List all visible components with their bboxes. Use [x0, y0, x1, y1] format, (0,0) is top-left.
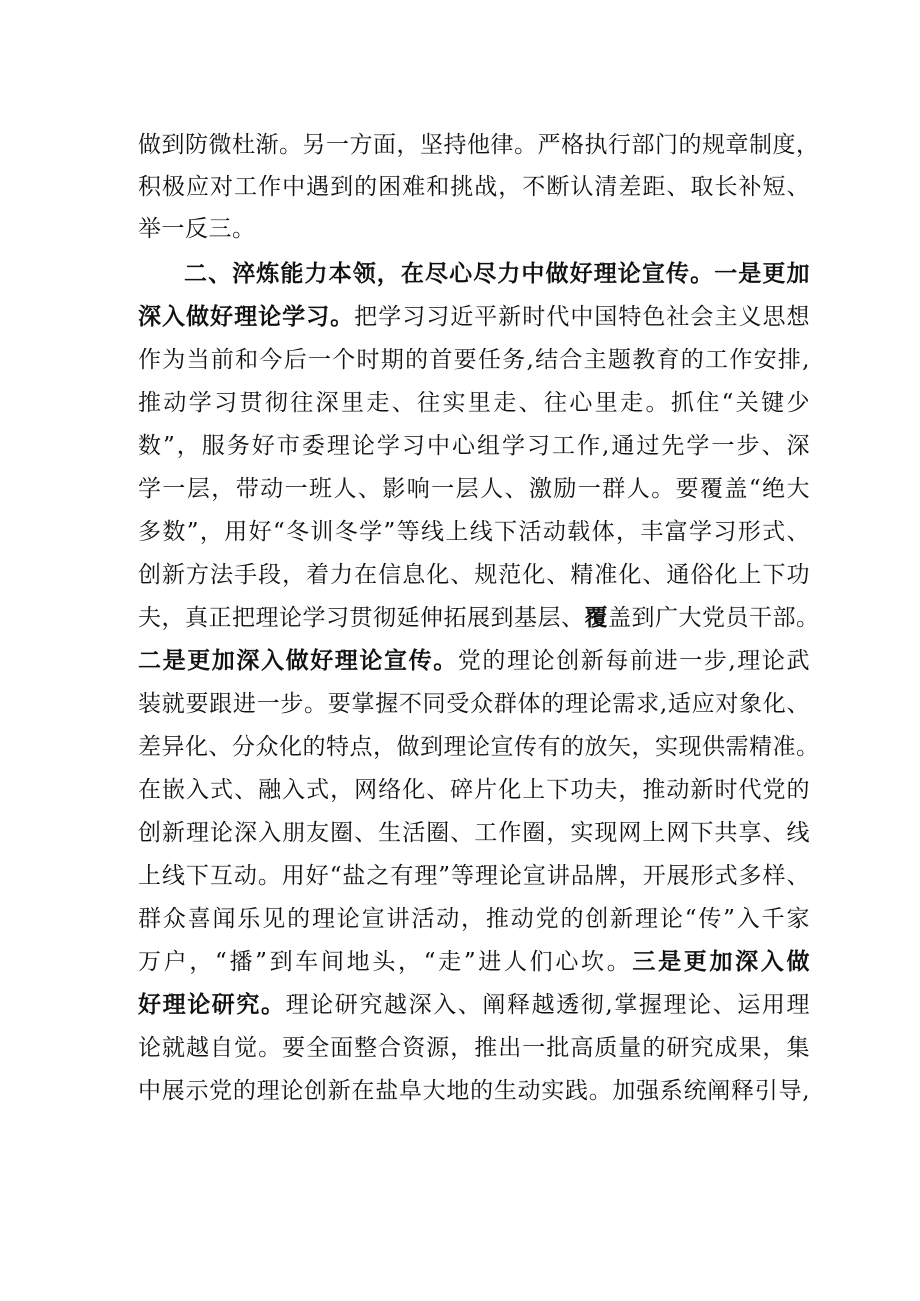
text-line-12 [138, 598, 820, 638]
subheading-3-cont: 好理论研究。 [138, 991, 286, 1018]
text-segment-bold: 覆 [584, 604, 608, 631]
text-segment: 党的理论创新每前进一步,理论武 [457, 648, 811, 674]
subheading-1: 深入做好理论学习。 [138, 303, 355, 330]
text-segment: 把学习习近平新时代中国特色社会主义思想 [354, 304, 811, 330]
text-line-9 [138, 469, 810, 509]
section-heading-line [184, 254, 810, 294]
text-line-10 [138, 512, 810, 552]
text-segment: 举一反三。 [138, 216, 256, 242]
text-line-22 [138, 1028, 810, 1068]
text-line-19 [138, 899, 810, 939]
text-line-2 [138, 167, 810, 207]
text-segment: 群众喜闻乐见的理论宣讲活动，推动党的创新理论“传”入千家 [138, 906, 810, 932]
text-line-7 [138, 383, 810, 423]
text-segment: 差异化、分众化的特点，做到理论宣传有的放矢，实现供需精准。 [138, 734, 820, 760]
text-segment: 多数”，用好“冬训冬学”等线上线下活动载体，丰富学习形式、 [138, 519, 810, 545]
text-segment: 学一层，带动一班人、影响一层人、激励一群人。要覆盖“绝大 [138, 476, 810, 502]
text-segment: 创新理论深入朋友圈、生活圈、工作圈，实现网上网下共享、线 [138, 820, 810, 846]
text-segment: 创新方法手段，着力在信息化、规范化、精准化、通俗化上下功 [138, 562, 810, 588]
text-line-1 [138, 125, 820, 165]
subheading-2: 二是更加深入做好理论宣传。 [138, 647, 458, 674]
text-line-8 [138, 426, 810, 466]
text-segment: 夫，真正把理论学习贯彻延伸拓展到基层、 [138, 605, 585, 631]
text-segment: 装就要跟进一步。要掌握不同受众群体的理论需求,适应对象化、 [138, 691, 810, 717]
text-line-15 [138, 727, 820, 767]
text-line-6 [138, 340, 810, 380]
text-segment: 做到防微杜渐。另一方面，坚持他律。严格执行部门的规章制度， [138, 132, 820, 158]
text-segment: 论就越自觉。要全面整合资源，推出一批高质量的研究成果，集 [138, 1035, 810, 1061]
text-segment: 推动学习贯彻往深里走、往实里走、往心里走。抓住“关键少 [138, 390, 810, 416]
text-line-3 [138, 209, 810, 249]
subheading-3: 三是更加深入做 [632, 948, 810, 975]
section-heading: 二、淬炼能力本领，在尽心尽力中做好理论宣传。一是更加 [184, 260, 810, 287]
text-segment: 数”，服务好市委理论学习中心组学习工作,通过先学一步、深 [138, 433, 810, 459]
text-segment: 积极应对工作中遇到的困难和挑战，不断认清差距、取长补短、 [138, 174, 810, 200]
text-line-11 [138, 555, 810, 595]
text-segment: 在嵌入式、融入式，网络化、碎片化上下功夫，推动新时代党的 [138, 777, 810, 803]
text-line-20 [138, 942, 810, 982]
text-line-5 [138, 297, 810, 337]
text-line-14 [138, 684, 810, 724]
text-line-23 [138, 1071, 810, 1111]
text-line-18 [138, 856, 810, 896]
text-line-17 [138, 813, 810, 853]
text-segment: 万户，“播”到车间地头，“走”进人们心坎。 [138, 949, 633, 975]
text-segment: 作为当前和今后一个时期的首要任务,结合主题教育的工作安排, [138, 347, 810, 373]
text-line-21 [138, 985, 810, 1025]
text-line-16 [138, 770, 810, 810]
text-segment: 理论研究越深入、阐释越透彻,掌握理论、运用理 [285, 992, 811, 1018]
text-segment: 盖到广大党员干部。 [608, 605, 820, 631]
text-segment: 中展示党的理论创新在盐阜大地的生动实践。加强系统阐释引导, [138, 1078, 810, 1104]
text-line-13 [138, 641, 810, 681]
text-segment: 上线下互动。用好“盐之有理”等理论宣讲品牌，开展形式多样、 [138, 863, 810, 889]
